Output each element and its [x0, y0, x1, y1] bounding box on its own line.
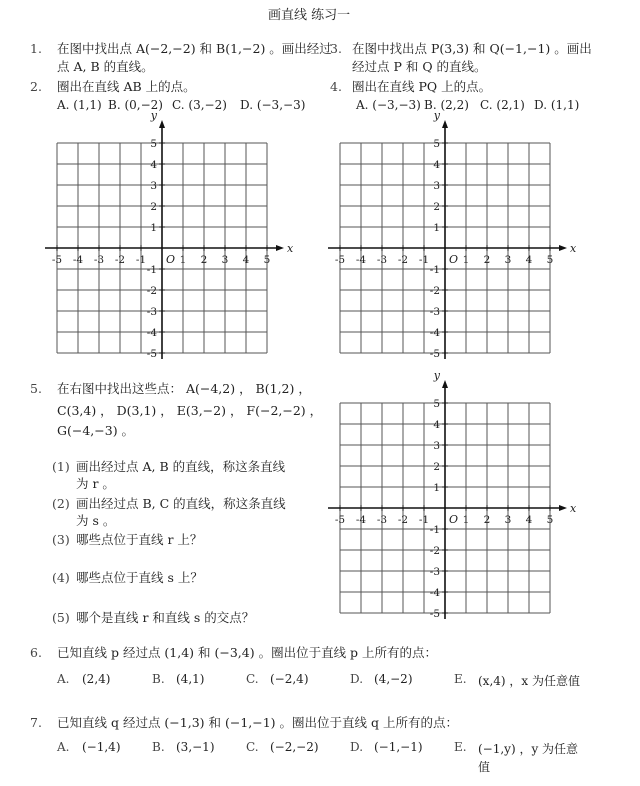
y-tick-label: -5: [429, 348, 440, 360]
x-tick-label: 2: [483, 514, 491, 526]
q6-number: 6.: [30, 645, 42, 660]
y-tick-label: -4: [429, 327, 440, 339]
q6-option-b-letter: B.: [152, 672, 165, 686]
q6-option-c-letter: C.: [246, 672, 259, 686]
y-tick-label: 5: [150, 138, 157, 150]
q6-text: 已知直线 p 经过点 (1,4) 和 (−3,4) 。圈出位于直线 p 上所有的点：: [57, 645, 438, 660]
x-axis-label: x: [570, 502, 577, 515]
q7-option-e-cont: 值: [478, 760, 491, 774]
y-tick-label: 4: [433, 159, 440, 171]
q4-text: 圈出在直线 PQ 上的点。: [352, 79, 492, 94]
x-tick-label: 3: [221, 254, 229, 266]
y-tick-label: 3: [433, 440, 440, 452]
q2-text: 圈出在直线 AB 上的点。: [57, 79, 196, 94]
y-tick-label: 1: [433, 482, 440, 494]
q3-number: 3.: [330, 41, 342, 56]
q5-line2: C(3,4) ， D(3,1) ， E(3,−2) ， F(−2,−2) ，: [57, 403, 323, 418]
x-tick-label: 4: [525, 514, 533, 526]
y-tick-label: -4: [146, 327, 157, 339]
x-tick-label: 3: [504, 514, 512, 526]
q6-option-c[interactable]: (−2,4): [270, 672, 309, 686]
x-tick-label: -2: [114, 254, 126, 266]
q2-option-c[interactable]: C. (3,−2): [172, 98, 227, 112]
x-axis-label: x: [570, 242, 577, 255]
y-axis-arrow-icon: [442, 120, 448, 128]
q7-option-d[interactable]: (−1,−1): [374, 740, 423, 754]
q7-number: 7.: [30, 715, 42, 730]
y-axis-label: y: [150, 109, 157, 122]
q7-option-e[interactable]: (−1,y) ，y 为任意: [478, 742, 579, 756]
q6-option-d[interactable]: (4,−2): [374, 672, 413, 686]
page-title: 画直线 练习一: [268, 8, 351, 23]
q5-line3: G(−4,−3) 。: [57, 423, 135, 438]
x-tick-label: 4: [242, 254, 250, 266]
x-axis-arrow-icon: [276, 245, 284, 251]
y-tick-label: -3: [429, 566, 440, 578]
x-tick-label: 5: [546, 254, 554, 266]
q7-option-c[interactable]: (−2,−2): [270, 740, 319, 754]
q5-line1: 在右图中找出这些点： A(−4,2) ， B(1,2) ，: [57, 381, 311, 396]
q7-option-b[interactable]: (3,−1): [176, 740, 215, 754]
y-tick-label: -2: [429, 285, 440, 297]
q4-option-a[interactable]: A. (−3,−3): [356, 98, 421, 112]
origin-label: O: [449, 253, 459, 266]
q5-sub2-line1: 画出经过点 B, C 的直线，称这条直线: [76, 496, 286, 511]
x-tick-label: 1: [179, 254, 187, 266]
origin-label: O: [449, 513, 459, 526]
y-tick-label: -3: [146, 306, 157, 318]
q5-sub5-number: (5): [52, 610, 70, 625]
coordinate-grid-1[interactable]: [50, 109, 294, 370]
q5-sub1-line2: 为 r 。: [76, 476, 115, 491]
q3-line1: 在图中找出点 P(3,3) 和 Q(−1,−1) 。画出: [352, 41, 592, 56]
q2-number: 2.: [30, 79, 42, 94]
y-tick-label: -1: [429, 524, 440, 536]
q2-option-a[interactable]: A. (1,1): [57, 98, 102, 112]
q2-option-d[interactable]: D. (−3,−3): [240, 98, 306, 112]
y-tick-label: -2: [429, 545, 440, 557]
x-tick-label: -4: [355, 514, 367, 526]
x-axis-arrow-icon: [559, 245, 567, 251]
q5-number: 5.: [30, 381, 42, 396]
q2-option-b[interactable]: B. (0,−2): [108, 98, 163, 112]
x-axis-arrow-icon: [559, 505, 567, 511]
y-tick-label: 3: [433, 180, 440, 192]
x-tick-label: -1: [418, 514, 430, 526]
y-tick-label: -4: [429, 587, 440, 599]
q4-option-d[interactable]: D. (1,1): [534, 98, 580, 112]
x-tick-label: -1: [135, 254, 147, 266]
y-tick-label: 5: [433, 398, 440, 410]
q1-number: 1.: [30, 41, 42, 56]
q4-number: 4.: [330, 79, 342, 94]
origin-label: O: [166, 253, 176, 266]
q7-option-e-letter: E.: [454, 740, 467, 754]
x-tick-label: -5: [334, 514, 346, 526]
x-tick-label: 2: [483, 254, 491, 266]
q1-line2: 点 A, B 的直线。: [57, 59, 154, 74]
y-axis-arrow-icon: [159, 120, 165, 128]
x-tick-label: -4: [355, 254, 367, 266]
x-tick-label: 1: [462, 514, 470, 526]
y-tick-label: -1: [146, 264, 157, 276]
x-tick-label: 5: [546, 514, 554, 526]
x-tick-label: -2: [397, 514, 409, 526]
q6-option-e-letter: E.: [454, 672, 467, 686]
x-tick-label: -4: [72, 254, 84, 266]
q7-option-c-letter: C.: [246, 740, 259, 754]
x-tick-label: -2: [397, 254, 409, 266]
coordinate-grid-2[interactable]: [333, 109, 577, 370]
q6-option-a[interactable]: (2,4): [82, 672, 111, 686]
q5-sub2-number: (2): [52, 496, 70, 511]
y-tick-label: 2: [433, 201, 440, 213]
q5-sub4-number: (4): [52, 570, 70, 585]
q7-option-a-letter: A.: [57, 740, 70, 754]
x-tick-label: -3: [376, 514, 388, 526]
x-tick-label: 3: [504, 254, 512, 266]
q4-option-b[interactable]: B. (2,2): [424, 98, 469, 112]
q6-option-d-letter: D.: [350, 672, 364, 686]
x-tick-label: 2: [200, 254, 208, 266]
x-tick-label: -5: [334, 254, 346, 266]
q5-sub5-line1: 哪个是直线 r 和直线 s 的交点？: [76, 610, 255, 625]
coordinate-grid-3[interactable]: [333, 369, 577, 630]
y-tick-label: -2: [146, 285, 157, 297]
q7-text: 已知直线 q 经过点 (−1,3) 和 (−1,−1) 。圈出位于直线 q 上所有的点：: [57, 715, 458, 730]
q4-option-c[interactable]: C. (2,1): [480, 98, 525, 112]
y-axis-arrow-icon: [442, 380, 448, 388]
q6-option-e[interactable]: (x,4) ，x 为任意值: [478, 674, 580, 688]
x-tick-label: -3: [376, 254, 388, 266]
y-axis-label: y: [433, 109, 440, 122]
q1-line1: 在图中找出点 A(−2,−2) 和 B(1,−2) 。画出经过: [57, 41, 332, 56]
q6-option-b[interactable]: (4,1): [176, 672, 205, 686]
x-tick-label: -1: [418, 254, 430, 266]
q7-option-b-letter: B.: [152, 740, 165, 754]
y-tick-label: 4: [433, 419, 440, 431]
y-axis-label: y: [433, 369, 440, 382]
y-tick-label: -5: [429, 608, 440, 620]
y-tick-label: 1: [433, 222, 440, 234]
x-tick-label: 1: [462, 254, 470, 266]
q7-option-a[interactable]: (−1,4): [82, 740, 121, 754]
x-tick-label: -3: [93, 254, 105, 266]
x-tick-label: -5: [51, 254, 63, 266]
x-tick-label: 4: [525, 254, 533, 266]
y-tick-label: 1: [150, 222, 157, 234]
q6-option-a-letter: A.: [57, 672, 70, 686]
q5-sub3-line1: 哪些点位于直线 r 上？: [76, 532, 203, 547]
y-tick-label: 4: [150, 159, 157, 171]
q5-sub2-line2: 为 s 。: [76, 513, 116, 528]
y-tick-label: 5: [433, 138, 440, 150]
q5-sub1-number: (1): [52, 459, 70, 474]
y-tick-label: 2: [150, 201, 157, 213]
y-tick-label: -1: [429, 264, 440, 276]
x-axis-label: x: [287, 242, 294, 255]
y-tick-label: -3: [429, 306, 440, 318]
y-tick-label: 3: [150, 180, 157, 192]
y-tick-label: -5: [146, 348, 157, 360]
y-tick-label: 2: [433, 461, 440, 473]
x-tick-label: 5: [263, 254, 271, 266]
q5-sub3-number: (3): [52, 532, 70, 547]
q5-sub1-line1: 画出经过点 A, B 的直线，称这条直线: [76, 459, 286, 474]
q7-option-d-letter: D.: [350, 740, 364, 754]
q5-sub4-line1: 哪些点位于直线 s 上？: [76, 570, 203, 585]
q3-line2: 经过点 P 和 Q 的直线。: [352, 59, 487, 74]
